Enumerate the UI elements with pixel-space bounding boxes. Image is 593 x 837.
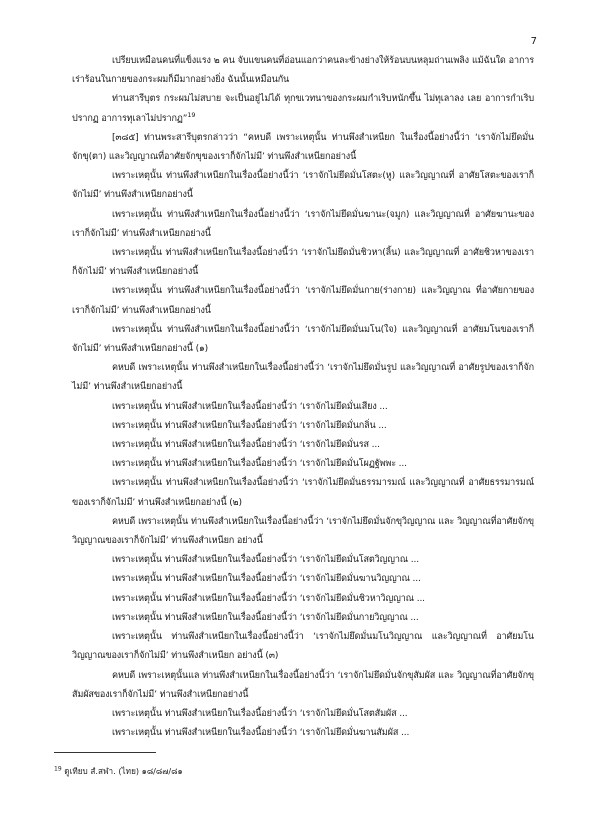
paragraph-text: เพราะเหตุนั้น ท่านพึงสำเหนียกในเรื่องนี้อย่างนี้ว่า ‘เราจักไม่ยึดมั่นโสตสัมผัส ... xyxy=(112,708,408,719)
paragraph xyxy=(72,724,534,743)
paragraph-text: เพราะเหตุนั้น ท่านพึงสำเหนียกในเรื่องนี้อย่างนี้ว่า ‘เราจักไม่ยึดมั่นกลิ่น ... xyxy=(112,420,387,431)
footnote-marker: 19 xyxy=(54,765,62,773)
footnote-text: ดูเทียบ สํ.สฬา. (ไทย) ๑๘/๘๗/๘๑ xyxy=(64,766,183,776)
paragraph-text: เพราะเหตุนั้น ท่านพึงสำเหนียกในเรื่องนี้อย่างนี้ว่า ‘เราจักไม่ยึดมั่นเสียง ... xyxy=(112,401,388,412)
paragraph-text: [๓๘๕] ท่านพระสารีบุตรกล่าวว่า “คหบดี เพราะเหตุนั้น ท่านพึงสำเหนียก ในเรื่องนี้อย่างนี้ว่า ‘เราจักไม่ยึดมั่นจักขุ(ตา) และวิญญาณที่อาศัยจักขุของเราก็จักไม่มี’ ท่านพึงสำเหนียกอย่างนี้ xyxy=(72,132,534,163)
paragraph-text: เพราะเหตุนั้น ท่านพึงสำเหนียกในเรื่องนี้อย่างนี้ว่า ‘เราจักไม่ยึดมั่นกาย(ร่างกาย) และวิญญาณ ที่อาศัยกายของเราก็จักไม่มี’ ท่านพึงสำเหนียกอย่างนี้ xyxy=(72,286,534,316)
paragraph-text: เพราะเหตุนั้น ท่านพึงสำเหนียกในเรื่องนี้อย่างนี้ว่า ‘เราจักไม่ยึดมั่นโสตวิญญาณ ... xyxy=(112,555,420,566)
paragraph xyxy=(72,398,534,417)
paragraph-text: เพราะเหตุนั้น ท่านพึงสำเหนียกในเรื่องนี้อย่างนี้ว่า ‘เราจักไม่ยึดมั่นโผฏฐัพพะ ... xyxy=(112,459,407,470)
paragraph xyxy=(72,417,534,436)
paragraph xyxy=(72,570,534,589)
paragraph xyxy=(72,282,534,320)
paragraph-text: ท่านสารีบุตร กระผมไม่สบาย จะเป็นอยู่ไม่ได้ ทุกขเวทนาของกระผมกำเริบหนักขึ้น ไม่ทุเลาลง เลย อาการกำเริบปรากฏ อาการทุเลาไม่ปรากฏ” xyxy=(72,94,534,124)
paragraph xyxy=(72,513,534,551)
paragraph xyxy=(72,359,534,397)
paragraph xyxy=(72,206,534,244)
paragraph-text: คหบดี เพราะเหตุนั้น ท่านพึงสำเหนียกในเรื่องนี้อย่างนี้ว่า ‘เราจักไม่ยึดมั่นรูป และวิญญาณที่ อาศัยรูปของเราก็จักไม่มี’ ท่านพึงสำเหนียกอย่างนี้ xyxy=(72,363,534,393)
paragraph-text: เพราะเหตุนั้น ท่านพึงสำเหนียกในเรื่องนี้อย่างนี้ว่า ‘เราจักไม่ยึดมั่นฆานะ(จมูก) และวิญญาณที่ อาศัยฆานะของเราก็จักไม่มี’ ท่านพึงสำเหนียกอย่างนี้ xyxy=(72,209,534,239)
paragraph-text: เพราะเหตุนั้น ท่านพึงสำเหนียกในเรื่องนี้อย่างนี้ว่า ‘เราจักไม่ยึดมั่นฆานสัมผัส ... xyxy=(112,728,410,739)
paragraph xyxy=(72,590,534,609)
paragraph xyxy=(72,705,534,724)
paragraph-text: เพราะเหตุนั้น ท่านพึงสำเหนียกในเรื่องนี้อย่างนี้ว่า ‘เราจักไม่ยึดมั่นกายวิญญาณ ... xyxy=(112,612,419,623)
footnote-divider xyxy=(54,752,156,753)
paragraph xyxy=(72,609,534,628)
paragraph-text: เพราะเหตุนั้น ท่านพึงสำเหนียกในเรื่องนี้อย่างนี้ว่า ‘เราจักไม่ยึดมั่นโสตะ(หู) และวิญญาณที่ อาศัยโสตะของเราก็จักไม่มี’ ท่านพึงสำเหนียกอย่างนี้ xyxy=(72,171,534,201)
paragraph-text: เพราะเหตุนั้น ท่านพึงสำเหนียกในเรื่องนี้อย่างนี้ว่า ‘เราจักไม่ยึดมั่นธรรมารมณ์ และวิญญาณที่ อาศัยธรรมารมณ์ของเราก็จักไม่มี’ ท่านพึงสำเหนียกอย่างนี้ (๒) xyxy=(72,478,534,508)
paragraph xyxy=(72,167,534,205)
paragraph-text: คหบดี เพราะเหตุนั้น ท่านพึงสำเหนียกในเรื่องนี้อย่างนี้ว่า ‘เราจักไม่ยึดมั่นจักขุวิญญาณ และ วิญญาณที่อาศัยจักขุวิญญาณของเราก็จักไม่มี’ ท่านพึงสำเหนียก อย่างนี้ xyxy=(72,516,534,547)
paragraph xyxy=(72,551,534,570)
paragraph xyxy=(72,90,534,128)
footnote xyxy=(54,765,183,778)
paragraph xyxy=(72,667,534,705)
paragraph-text: เพราะเหตุนั้น ท่านพึงสำเหนียกในเรื่องนี้อย่างนี้ว่า ‘เราจักไม่ยึดมั่นฆานวิญญาณ ... xyxy=(112,574,421,585)
paragraph xyxy=(72,321,534,359)
paragraph-text: เพราะเหตุนั้น ท่านพึงสำเหนียกในเรื่องนี้อย่างนี้ว่า ‘เราจักไม่ยึดมั่นชิวหา(ลิ้น) และวิญญาณที่ อาศัยชิวหาของเราก็จักไม่มี’ ท่านพึงสำเหนียกอย่างนี้ xyxy=(72,248,534,278)
paragraph xyxy=(72,474,534,512)
page-number: 7 xyxy=(530,36,537,47)
paragraph-text: คหบดี เพราะเหตุนั้นแล ท่านพึงสำเหนียกในเรื่องนี้อย่างนี้ว่า ‘เราจักไม่ยึดมั่นจักขุสัมผัส และ วิญญาณที่อาศัยจักขุสัมผัสของเราก็จักไม่มี’ ท่านพึงสำเหนียกอย่างนี้ xyxy=(72,670,534,700)
paragraph xyxy=(72,52,534,90)
paragraph xyxy=(72,436,534,455)
paragraph xyxy=(72,628,534,666)
paragraph xyxy=(72,244,534,282)
paragraph-text: เพราะเหตุนั้น ท่านพึงสำเหนียกในเรื่องนี้อย่างนี้ว่า ‘เราจักไม่ยึดมั่นมโน(ใจ) และวิญญาณที่ อาศัยมโนของเราก็จักไม่มี’ ท่านพึงสำเหนียกอย่างนี้ (๑) xyxy=(72,324,534,355)
paragraph-text: เปรียบเหมือนคนที่แข็งแรง ๒ คน จับแขนคนที่อ่อนแอกว่าคนละข้างย่างให้ร้อนบนหลุมถ่านเพลิง แม้ฉันใด อาการเร่าร้อนในกายของกระผมก็มีมากอย่างยิ่ง ฉันนั้นเหมือนกัน xyxy=(72,56,534,86)
paragraph-text: เพราะเหตุนั้น ท่านพึงสำเหนียกในเรื่องนี้อย่างนี้ว่า ‘เราจักไม่ยึดมั่นรส ... xyxy=(112,440,380,451)
footnote-reference: 19 xyxy=(187,110,196,119)
paragraph-text: เพราะเหตุนั้น ท่านพึงสำเหนียกในเรื่องนี้อย่างนี้ว่า ‘เราจักไม่ยึดมั่นมโนวิญญาณ และวิญญาณที่ อาศัยมโนวิญญาณของเราก็จักไม่มี’ ท่านพึงสำเหนียก อย่างนี้ (๓) xyxy=(72,632,534,662)
paragraph xyxy=(72,129,534,167)
body-text xyxy=(72,52,534,743)
paragraph-text: เพราะเหตุนั้น ท่านพึงสำเหนียกในเรื่องนี้อย่างนี้ว่า ‘เราจักไม่ยึดมั่นชิวหาวิญญาณ ... xyxy=(112,593,425,604)
paragraph xyxy=(72,455,534,474)
